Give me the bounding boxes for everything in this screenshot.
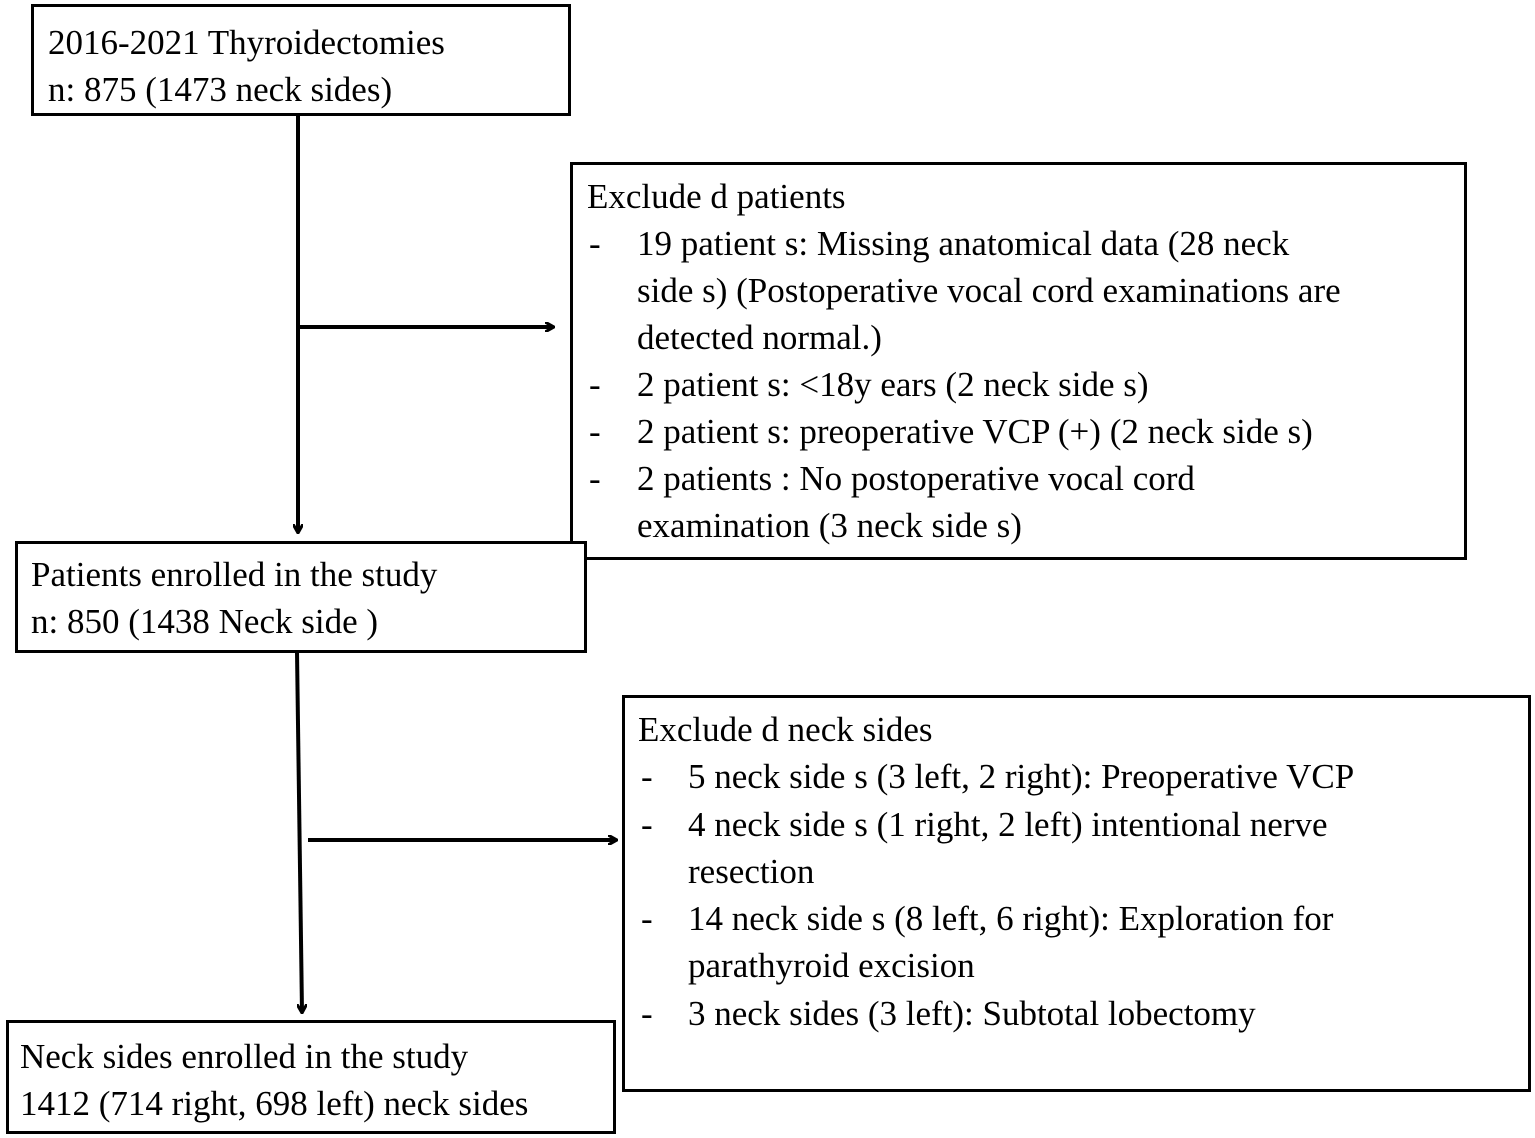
excluded-side-item-cont: resection [688, 852, 815, 891]
enrolled-patients-label: Patients enrolled in the study [31, 555, 438, 594]
bullet-marker: - [641, 994, 653, 1033]
excluded-patient-item: 2 patient s: preoperative VCP (+) (2 neck side s) [637, 412, 1313, 451]
enrolled-sides-count: 1412 (714 right, 698 left) neck sides [20, 1084, 529, 1123]
excluded-side-item: 5 neck side s (3 left, 2 right): Preoperative VCP [688, 757, 1355, 796]
enrolled-sides-label: Neck sides enrolled in the study [20, 1037, 469, 1076]
bullet-marker: - [589, 224, 601, 263]
bullet-marker: - [589, 412, 601, 451]
excluded-sides-title: Exclude d neck sides [638, 710, 933, 749]
enrolled-patients-count: n: 850 (1438 Neck side ) [31, 602, 379, 641]
bullet-marker: - [641, 805, 653, 844]
box-enrolled-neck-sides [6, 1020, 616, 1134]
thyroidectomies-count: n: 875 (1473 neck sides) [48, 70, 393, 109]
box-excluded-neck-sides [622, 695, 1531, 1092]
box-thyroidectomies [31, 4, 571, 116]
excluded-side-item-cont: parathyroid excision [688, 946, 975, 985]
arrow-enrolled-to-sides [297, 652, 302, 1012]
bullet-marker: - [589, 459, 601, 498]
excluded-patient-item-cont: detected normal.) [637, 318, 882, 357]
excluded-patient-item: 2 patient s: <18y ears (2 neck side s) [637, 365, 1149, 404]
excluded-patient-item: 2 patients : No postoperative vocal cord [637, 459, 1195, 498]
excluded-patients-title: Exclude d patients [587, 177, 846, 216]
excluded-patient-item-cont: side s) (Postoperative vocal cord examinations are [637, 271, 1341, 310]
box-enrolled-patients [15, 541, 587, 653]
excluded-side-item: 4 neck side s (1 right, 2 left) intentional nerve [688, 805, 1328, 844]
bullet-marker: - [589, 365, 601, 404]
excluded-side-item: 14 neck side s (8 left, 6 right): Exploration for [688, 899, 1334, 938]
thyroidectomies-label: 2016-2021 Thyroidectomies [48, 23, 445, 62]
box-excluded-patients [570, 162, 1467, 560]
bullet-marker: - [641, 899, 653, 938]
excluded-side-item: 3 neck sides (3 left): Subtotal lobectomy [688, 994, 1256, 1033]
excluded-patient-item-cont: examination (3 neck side s) [637, 506, 1022, 545]
excluded-patient-item: 19 patient s: Missing anatomical data (28 neck [637, 224, 1290, 263]
bullet-marker: - [641, 757, 653, 796]
